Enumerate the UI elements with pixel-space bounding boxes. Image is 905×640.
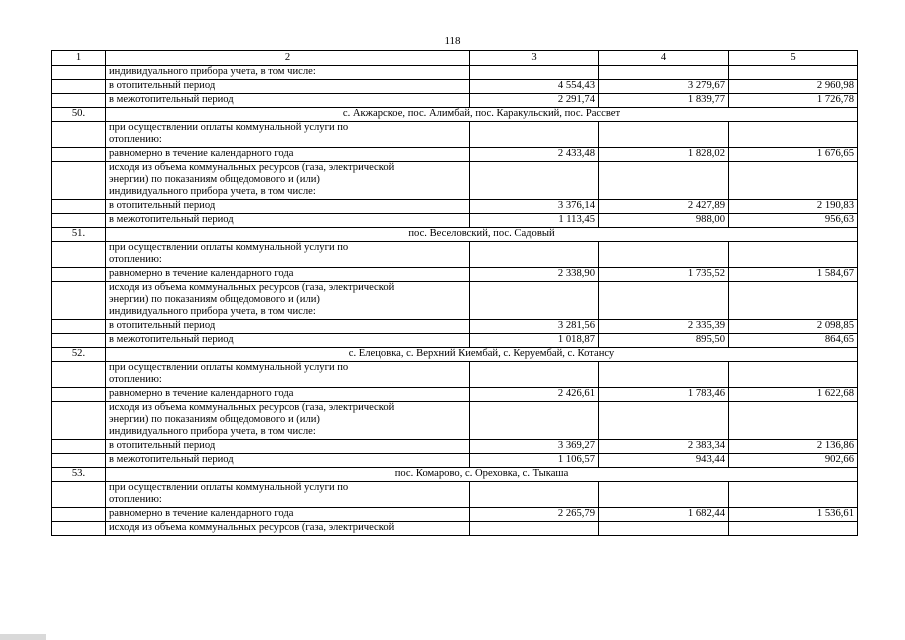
value-col-4: 1 783,46 (599, 388, 729, 402)
table-row (52, 388, 858, 402)
row-label-line: равномерно в течение календарного года (109, 148, 294, 159)
row-label (106, 282, 470, 320)
row-label (106, 200, 470, 214)
column-header-3: 3 (470, 51, 599, 66)
item-number-cell (52, 94, 106, 108)
value-col-5 (729, 402, 858, 440)
row-label-line: в межотопительный период (109, 214, 234, 225)
row-label (106, 440, 470, 454)
row-label (106, 334, 470, 348)
row-label-line: индивидуального прибора учета, в том числе: (109, 306, 316, 317)
item-number-cell (52, 282, 106, 320)
value-col-5 (729, 122, 858, 148)
value-col-4: 1 735,52 (599, 268, 729, 282)
value-col-5: 1 584,67 (729, 268, 858, 282)
value-col-4 (599, 482, 729, 508)
table-row (52, 162, 858, 200)
row-label-line: исходя из объема коммунальных ресурсов (газа, электрической (109, 402, 395, 413)
value-col-4 (599, 522, 729, 536)
value-col-3: 2 291,74 (470, 94, 599, 108)
value-col-3: 4 554,43 (470, 80, 599, 94)
table-row (52, 94, 858, 108)
settlement-name: пос. Веселовский, пос. Садовый (106, 228, 858, 242)
value-col-5: 956,63 (729, 214, 858, 228)
value-col-4: 895,50 (599, 334, 729, 348)
table-row (52, 80, 858, 94)
tariff-table (51, 50, 858, 536)
value-col-5: 864,65 (729, 334, 858, 348)
value-col-3 (470, 362, 599, 388)
row-label-line: исходя из объема коммунальных ресурсов (газа, электрической (109, 162, 395, 173)
column-header-2: 2 (106, 51, 470, 66)
value-col-4: 2 383,34 (599, 440, 729, 454)
value-col-5: 2 960,98 (729, 80, 858, 94)
value-col-4: 943,44 (599, 454, 729, 468)
table-row (52, 214, 858, 228)
section-row (52, 228, 858, 242)
value-col-3: 1 018,87 (470, 334, 599, 348)
row-label-line: в отопительный период (109, 200, 216, 211)
value-col-3: 2 265,79 (470, 508, 599, 522)
item-number-cell (52, 162, 106, 200)
value-col-5 (729, 362, 858, 388)
item-number-cell (52, 334, 106, 348)
value-col-5: 1 536,61 (729, 508, 858, 522)
value-col-3 (470, 122, 599, 148)
table-row (52, 440, 858, 454)
value-col-3 (470, 282, 599, 320)
value-col-4: 988,00 (599, 214, 729, 228)
value-col-4 (599, 162, 729, 200)
section-row (52, 348, 858, 362)
value-col-4: 1 828,02 (599, 148, 729, 162)
settlement-name: с. Елецовка, с. Верхний Киембай, с. Керуембай, с. Котансу (106, 348, 858, 362)
row-label (106, 122, 470, 148)
table-row (52, 242, 858, 268)
value-col-3 (470, 66, 599, 80)
row-label (106, 388, 470, 402)
item-number-cell (52, 66, 106, 80)
scan-edge-mark (0, 634, 46, 640)
row-label-line: индивидуального прибора учета, в том числе: (109, 426, 316, 437)
row-label-line: при осуществлении оплаты коммунальной услуги по (109, 482, 349, 493)
value-col-3 (470, 242, 599, 268)
value-col-4 (599, 66, 729, 80)
row-label (106, 402, 470, 440)
value-col-3 (470, 482, 599, 508)
item-number-cell (52, 362, 106, 388)
item-number-cell (52, 242, 106, 268)
value-col-4 (599, 282, 729, 320)
value-col-4: 1 682,44 (599, 508, 729, 522)
value-col-4 (599, 122, 729, 148)
section-row (52, 108, 858, 122)
value-col-5 (729, 282, 858, 320)
row-label-line: исходя из объема коммунальных ресурсов (газа, электрической (109, 282, 395, 293)
page-number: 118 (444, 35, 461, 47)
table-row (52, 282, 858, 320)
row-label-line: энергии) по показаниям общедомового и (или) (109, 294, 320, 305)
column-header-4: 4 (599, 51, 729, 66)
table-row (52, 402, 858, 440)
row-label-line: равномерно в течение календарного года (109, 388, 294, 399)
value-col-4: 2 335,39 (599, 320, 729, 334)
value-col-3 (470, 402, 599, 440)
row-label (106, 162, 470, 200)
row-label (106, 522, 470, 536)
item-number-cell (52, 200, 106, 214)
row-label-line: индивидуального прибора учета, в том числе: (109, 66, 316, 77)
item-number-cell (52, 122, 106, 148)
row-label (106, 508, 470, 522)
item-number-cell (52, 80, 106, 94)
row-label-line: в межотопительный период (109, 94, 234, 105)
row-label-line: энергии) по показаниям общедомового и (или) (109, 414, 320, 425)
value-col-5 (729, 162, 858, 200)
row-label-line: равномерно в течение календарного года (109, 268, 294, 279)
section-row (52, 468, 858, 482)
value-col-5: 902,66 (729, 454, 858, 468)
value-col-5: 2 098,85 (729, 320, 858, 334)
item-number: 51. (52, 228, 106, 242)
table-row (52, 66, 858, 80)
row-label-line: при осуществлении оплаты коммунальной услуги по (109, 242, 349, 253)
value-col-3: 1 113,45 (470, 214, 599, 228)
row-label-line: при осуществлении оплаты коммунальной услуги по (109, 122, 349, 133)
settlement-name: пос. Комарово, с. Ореховка, с. Тыкаша (106, 468, 858, 482)
row-label (106, 66, 470, 80)
row-label-line: в отопительный период (109, 80, 216, 91)
value-col-5 (729, 522, 858, 536)
item-number-cell (52, 148, 106, 162)
table-row (52, 268, 858, 282)
item-number-cell (52, 482, 106, 508)
row-label (106, 80, 470, 94)
value-col-3: 2 433,48 (470, 148, 599, 162)
value-col-3 (470, 522, 599, 536)
row-label-line: индивидуального прибора учета, в том числе: (109, 186, 316, 197)
item-number-cell (52, 440, 106, 454)
value-col-3: 3 369,27 (470, 440, 599, 454)
table-row (52, 200, 858, 214)
item-number: 52. (52, 348, 106, 362)
settlement-name: с. Акжарское, пос. Алимбай, пос. Каракульский, пос. Рассвет (106, 108, 858, 122)
row-label-line: энергии) по показаниям общедомового и (или) (109, 174, 320, 185)
item-number-cell (52, 454, 106, 468)
table-row (52, 508, 858, 522)
row-label-line: равномерно в течение календарного года (109, 508, 294, 519)
table-row (52, 482, 858, 508)
value-col-3: 1 106,57 (470, 454, 599, 468)
item-number-cell (52, 268, 106, 282)
value-col-3: 2 426,61 (470, 388, 599, 402)
value-col-5 (729, 66, 858, 80)
row-label-line: отоплению: (109, 134, 162, 145)
row-label-line: в отопительный период (109, 320, 216, 331)
row-label-line: исходя из объема коммунальных ресурсов (газа, электрической (109, 522, 395, 533)
row-label (106, 94, 470, 108)
row-label (106, 148, 470, 162)
row-label-line: при осуществлении оплаты коммунальной услуги по (109, 362, 349, 373)
value-col-5: 1 676,65 (729, 148, 858, 162)
item-number: 53. (52, 468, 106, 482)
item-number-cell (52, 402, 106, 440)
row-label-line: в отопительный период (109, 440, 216, 451)
row-label-line: отоплению: (109, 374, 162, 385)
value-col-5: 1 622,68 (729, 388, 858, 402)
row-label-line: отоплению: (109, 494, 162, 505)
value-col-4: 2 427,89 (599, 200, 729, 214)
row-label (106, 320, 470, 334)
item-number: 50. (52, 108, 106, 122)
table-header-row (52, 51, 858, 66)
row-label-line: в межотопительный период (109, 334, 234, 345)
table-row (52, 454, 858, 468)
table-row (52, 320, 858, 334)
value-col-5: 2 190,83 (729, 200, 858, 214)
value-col-5 (729, 242, 858, 268)
value-col-4 (599, 402, 729, 440)
value-col-5 (729, 482, 858, 508)
value-col-3: 3 281,56 (470, 320, 599, 334)
table-row (52, 122, 858, 148)
table-row (52, 148, 858, 162)
row-label-line: отоплению: (109, 254, 162, 265)
item-number-cell (52, 214, 106, 228)
table-row (52, 522, 858, 536)
value-col-3: 3 376,14 (470, 200, 599, 214)
item-number-cell (52, 388, 106, 402)
table-body (52, 51, 858, 536)
row-label-line: в межотопительный период (109, 454, 234, 465)
row-label (106, 362, 470, 388)
row-label (106, 268, 470, 282)
row-label (106, 482, 470, 508)
row-label (106, 454, 470, 468)
value-col-4 (599, 242, 729, 268)
row-label (106, 242, 470, 268)
value-col-3 (470, 162, 599, 200)
value-col-3: 2 338,90 (470, 268, 599, 282)
row-label (106, 214, 470, 228)
value-col-4: 3 279,67 (599, 80, 729, 94)
value-col-4: 1 839,77 (599, 94, 729, 108)
column-header-5: 5 (729, 51, 858, 66)
item-number-cell (52, 522, 106, 536)
item-number-cell (52, 320, 106, 334)
column-header-1: 1 (52, 51, 106, 66)
value-col-4 (599, 362, 729, 388)
table-row (52, 362, 858, 388)
table-row (52, 334, 858, 348)
value-col-5: 1 726,78 (729, 94, 858, 108)
item-number-cell (52, 508, 106, 522)
value-col-5: 2 136,86 (729, 440, 858, 454)
